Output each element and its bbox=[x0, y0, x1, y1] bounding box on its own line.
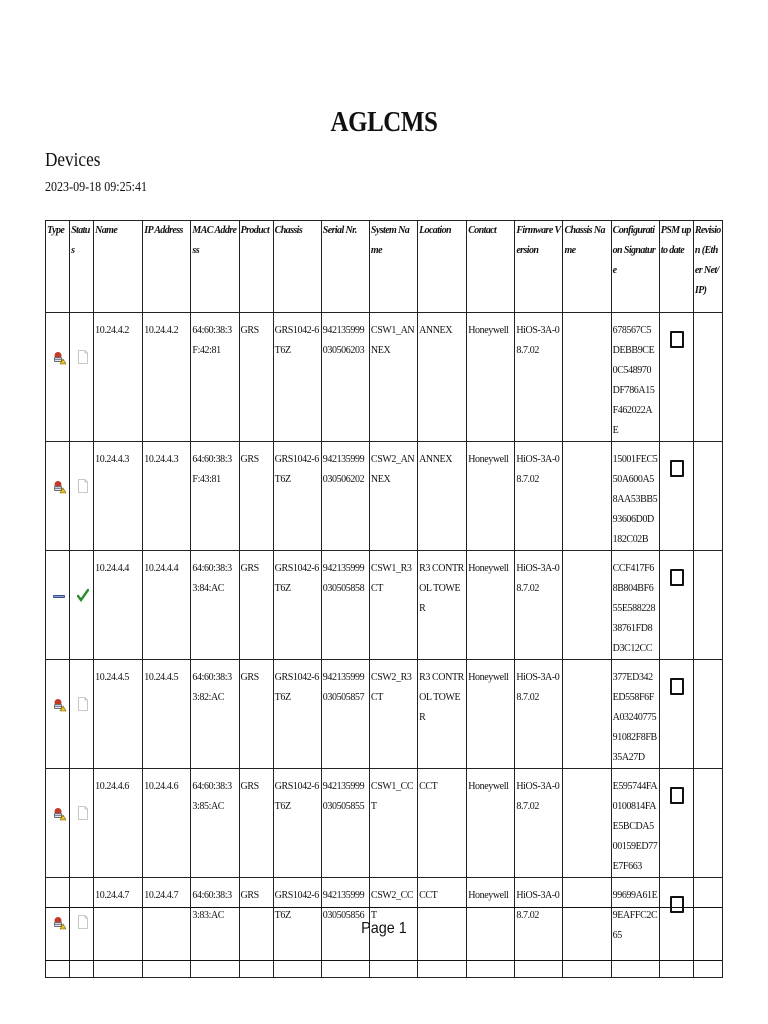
column-header-serial-nr: Serial Nr. bbox=[321, 221, 369, 313]
product-cell: GRS bbox=[239, 878, 273, 978]
revision-cell bbox=[693, 551, 722, 660]
system-name-cell: CSW1_ANNEX bbox=[369, 313, 417, 442]
location-cell: R3 CONTROL TOWER bbox=[418, 660, 467, 769]
section-heading: Devices bbox=[45, 149, 101, 171]
location-cell: R3 CONTROL TOWER bbox=[418, 551, 467, 660]
psm-up-to-date-cell bbox=[659, 442, 693, 551]
firmware-version-cell: HiOS-3A-08.7.02 bbox=[515, 313, 563, 442]
mac-address-cell: 64:60:38:33:82:AC bbox=[191, 660, 239, 769]
product-cell: GRS bbox=[239, 313, 273, 442]
chassis-cell: GRS1042-6T6Z bbox=[273, 313, 321, 442]
document-icon bbox=[77, 806, 89, 820]
status-cell bbox=[70, 660, 94, 769]
location-cell: ANNEX bbox=[418, 313, 467, 442]
location-cell: CCT bbox=[418, 878, 467, 978]
report-timestamp: 2023-09-18 09:25:41 bbox=[45, 180, 148, 195]
psm-up-to-date-cell bbox=[659, 313, 693, 442]
chassis-name-cell bbox=[563, 313, 611, 442]
psm-checkbox[interactable] bbox=[670, 460, 684, 477]
psm-checkbox[interactable] bbox=[670, 896, 684, 913]
configuration-signature-cell: 15001FEC550A600A58AA53BB593606D0D182C02B bbox=[611, 442, 659, 551]
system-name-cell: CSW2_R3CT bbox=[369, 660, 417, 769]
firmware-version-cell: HiOS-3A-08.7.02 bbox=[515, 442, 563, 551]
column-header-mac-address: MAC Address bbox=[191, 221, 239, 313]
chassis-name-cell bbox=[563, 660, 611, 769]
status-cell bbox=[70, 313, 94, 442]
ip-address-cell: 10.24.4.3 bbox=[143, 442, 191, 551]
contact-cell: Honeywell bbox=[467, 551, 515, 660]
chassis-cell: GRS1042-6T6Z bbox=[273, 660, 321, 769]
revision-cell bbox=[693, 769, 722, 878]
chassis-cell: GRS1042-6T6Z bbox=[273, 551, 321, 660]
column-header-chassis-name: Chassis Name bbox=[563, 221, 611, 313]
chassis-cell: GRS1042-6T6Z bbox=[273, 878, 321, 978]
contact-cell: Honeywell bbox=[467, 878, 515, 978]
chassis-name-cell bbox=[563, 769, 611, 878]
report-title: AGLCMS bbox=[330, 106, 438, 138]
name-cell: 10.24.4.4 bbox=[94, 551, 143, 660]
status-cell bbox=[70, 769, 94, 878]
serial-number-cell: 942135999030505855 bbox=[321, 769, 369, 878]
column-header-ip-address: IP Address bbox=[143, 221, 191, 313]
contact-cell: Honeywell bbox=[467, 769, 515, 878]
serial-number-cell: 942135999030506202 bbox=[321, 442, 369, 551]
column-header-chassis: Chassis bbox=[273, 221, 321, 313]
product-cell: GRS bbox=[239, 442, 273, 551]
switch-alert-icon bbox=[52, 480, 66, 494]
name-cell: 10.24.4.5 bbox=[94, 660, 143, 769]
psm-checkbox[interactable] bbox=[670, 331, 684, 348]
configuration-signature-cell: 99699A61E9EAFFC2C65 bbox=[611, 878, 659, 978]
type-cell bbox=[46, 551, 70, 660]
contact-cell: Honeywell bbox=[467, 442, 515, 551]
table-row bbox=[46, 442, 723, 551]
column-header-contact: Contact bbox=[467, 221, 515, 313]
mac-address-cell: 64:60:38:3F:42:81 bbox=[191, 313, 239, 442]
psm-checkbox[interactable] bbox=[670, 678, 684, 695]
firmware-version-cell: HiOS-3A-08.7.02 bbox=[515, 660, 563, 769]
column-header-psm-up-to-date: PSM up to date bbox=[659, 221, 693, 313]
serial-number-cell: 942135999030506203 bbox=[321, 313, 369, 442]
footer-divider-bottom bbox=[45, 960, 722, 961]
system-name-cell: CSW1_CCT bbox=[369, 769, 417, 878]
psm-up-to-date-cell bbox=[659, 769, 693, 878]
product-cell: GRS bbox=[239, 660, 273, 769]
table-row bbox=[46, 551, 723, 660]
mac-address-cell: 64:60:38:33:84:AC bbox=[191, 551, 239, 660]
mac-address-cell: 64:60:38:33:83:AC bbox=[191, 878, 239, 978]
type-cell bbox=[46, 313, 70, 442]
mac-address-cell: 64:60:38:33:85:AC bbox=[191, 769, 239, 878]
column-header-system-name: System Name bbox=[369, 221, 417, 313]
column-header-status: Status bbox=[70, 221, 94, 313]
revision-cell bbox=[693, 442, 722, 551]
chassis-name-cell bbox=[563, 442, 611, 551]
ip-address-cell: 10.24.4.4 bbox=[143, 551, 191, 660]
column-header-type: Type bbox=[46, 221, 70, 313]
product-cell: GRS bbox=[239, 551, 273, 660]
page-number: Page 1 bbox=[361, 920, 407, 937]
serial-number-cell: 942135999030505858 bbox=[321, 551, 369, 660]
location-cell: ANNEX bbox=[418, 442, 467, 551]
column-header-product: Product bbox=[239, 221, 273, 313]
psm-checkbox[interactable] bbox=[670, 787, 684, 804]
chassis-name-cell bbox=[563, 551, 611, 660]
configuration-signature-cell: E595744FA0100814FAE5BCDA500159ED77E7F663 bbox=[611, 769, 659, 878]
devices-table bbox=[45, 220, 723, 978]
type-cell bbox=[46, 442, 70, 551]
type-cell bbox=[46, 660, 70, 769]
name-cell: 10.24.4.7 bbox=[94, 878, 143, 978]
column-header-configuration-signature: Configuration Signature bbox=[611, 221, 659, 313]
mac-address-cell: 64:60:38:3F:43:81 bbox=[191, 442, 239, 551]
configuration-signature-cell: 678567C5DEBB9CE0C548970DF786A15F462022AE bbox=[611, 313, 659, 442]
configuration-signature-cell: CCF417F68B804BF655E58822838761FD8D3C12CC bbox=[611, 551, 659, 660]
name-cell: 10.24.4.3 bbox=[94, 442, 143, 551]
product-cell: GRS bbox=[239, 769, 273, 878]
switch-alert-icon bbox=[52, 807, 66, 821]
column-header-firmware-version: Firmware Version bbox=[515, 221, 563, 313]
configuration-signature-cell: 377ED342ED558F6FA0324077591082F8FB35A27D bbox=[611, 660, 659, 769]
table-row bbox=[46, 313, 723, 442]
checkmark-icon bbox=[77, 588, 89, 602]
location-cell: CCT bbox=[418, 769, 467, 878]
status-cell bbox=[70, 551, 94, 660]
serial-number-cell: 942135999030505856 bbox=[321, 878, 369, 978]
switch-alert-icon bbox=[52, 351, 66, 365]
psm-checkbox[interactable] bbox=[670, 569, 684, 586]
system-name-cell: CSW2_ANNEX bbox=[369, 442, 417, 551]
serial-number-cell: 942135999030505857 bbox=[321, 660, 369, 769]
switch-icon bbox=[52, 589, 66, 603]
revision-cell bbox=[693, 313, 722, 442]
ip-address-cell: 10.24.4.5 bbox=[143, 660, 191, 769]
contact-cell: Honeywell bbox=[467, 313, 515, 442]
revision-cell bbox=[693, 660, 722, 769]
firmware-version-cell: HiOS-3A-08.7.02 bbox=[515, 878, 563, 978]
psm-up-to-date-cell bbox=[659, 660, 693, 769]
document-icon bbox=[77, 350, 89, 364]
name-cell: 10.24.4.6 bbox=[94, 769, 143, 878]
chassis-cell: GRS1042-6T6Z bbox=[273, 769, 321, 878]
chassis-cell: GRS1042-6T6Z bbox=[273, 442, 321, 551]
switch-alert-icon bbox=[52, 698, 66, 712]
table-row bbox=[46, 660, 723, 769]
firmware-version-cell: HiOS-3A-08.7.02 bbox=[515, 551, 563, 660]
contact-cell: Honeywell bbox=[467, 660, 515, 769]
system-name-cell: CSW1_R3CT bbox=[369, 551, 417, 660]
column-header-revision: Revision (Ether Net/IP) bbox=[693, 221, 722, 313]
ip-address-cell: 10.24.4.7 bbox=[143, 878, 191, 978]
footer-divider-top bbox=[45, 907, 722, 908]
document-icon bbox=[77, 697, 89, 711]
ip-address-cell: 10.24.4.6 bbox=[143, 769, 191, 878]
table-row bbox=[46, 769, 723, 878]
ip-address-cell: 10.24.4.2 bbox=[143, 313, 191, 442]
name-cell: 10.24.4.2 bbox=[94, 313, 143, 442]
column-header-name: Name bbox=[94, 221, 143, 313]
status-cell bbox=[70, 442, 94, 551]
document-icon bbox=[77, 479, 89, 493]
firmware-version-cell: HiOS-3A-08.7.02 bbox=[515, 769, 563, 878]
psm-up-to-date-cell bbox=[659, 551, 693, 660]
column-header-location: Location bbox=[418, 221, 467, 313]
system-name-cell: CSW2_CCT bbox=[369, 878, 417, 978]
table-header-row bbox=[46, 221, 723, 313]
type-cell bbox=[46, 769, 70, 878]
